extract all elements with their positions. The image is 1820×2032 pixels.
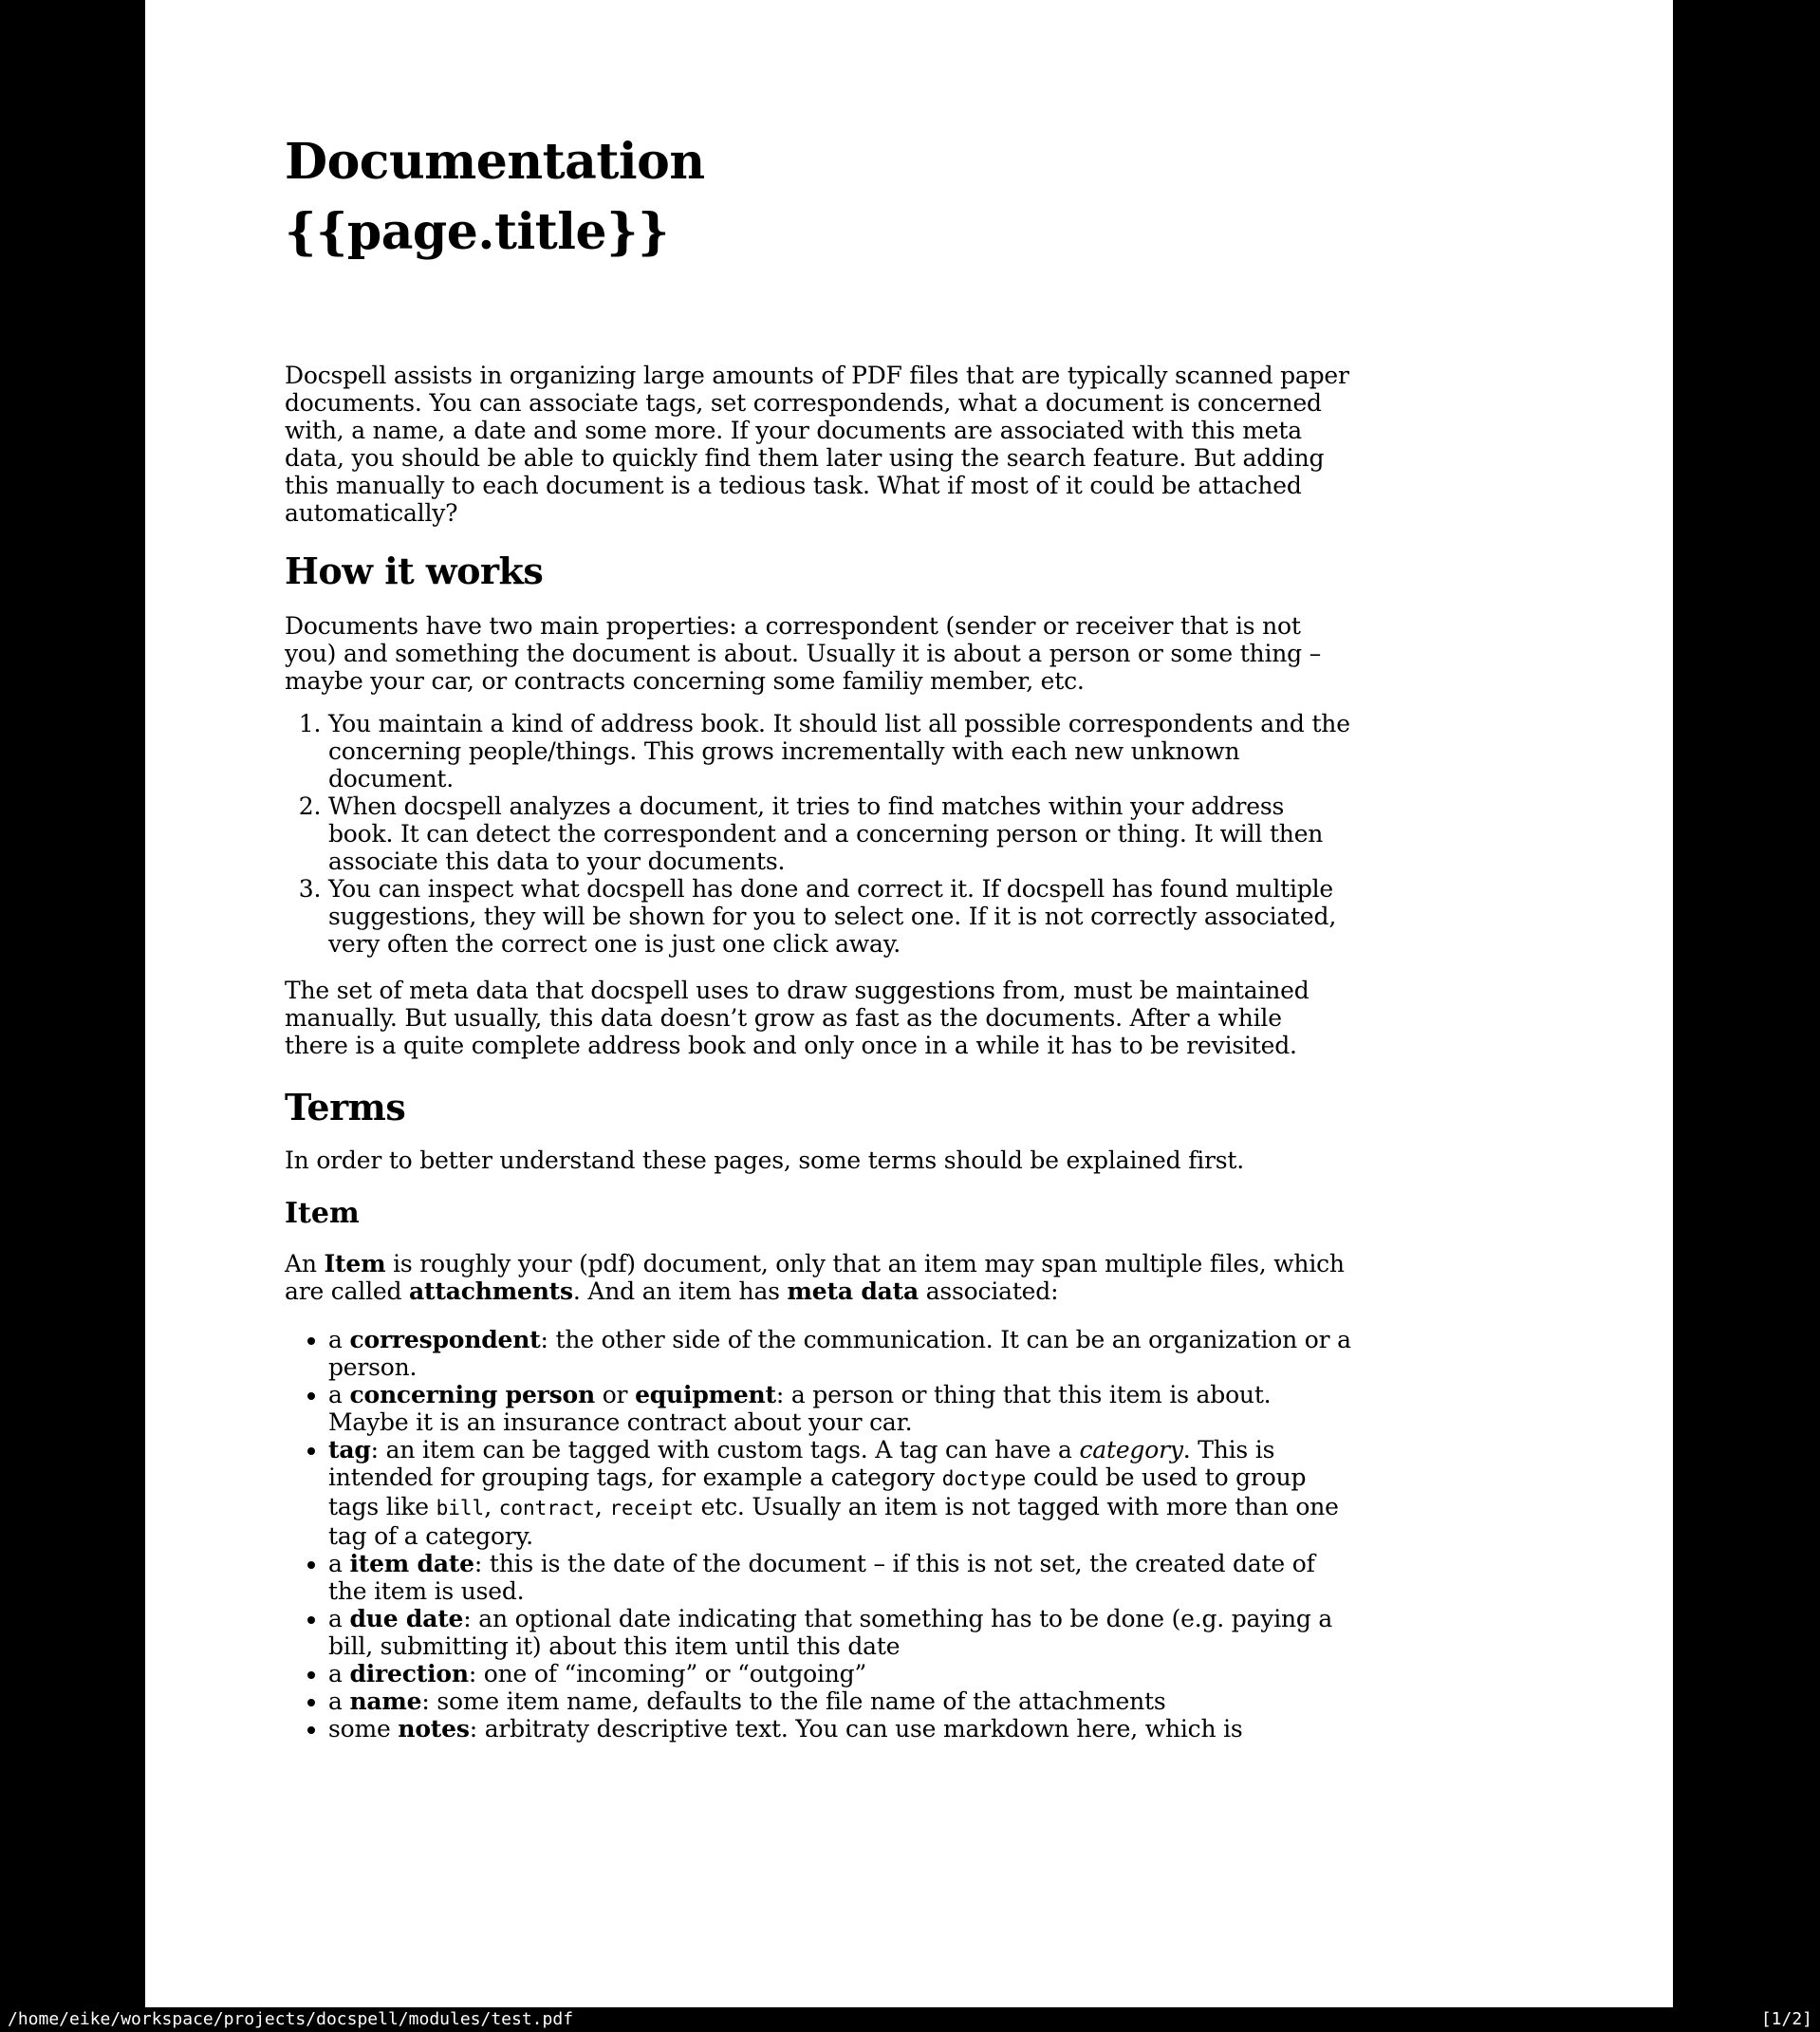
intro-paragraph: Docspell assists in organizing large amounts of PDF files that are typically scanned paper documents. You can associate tags, set correspondends, what a document is concerned with, a name, a date and some more. If your documents are associated with this meta data, you should be able to quickly find them later using the search feature. But adding this manually to each document is a tedious task. What if most of it could be attached automatically?	[285, 362, 1349, 527]
bullet-direction: • a direction: one of “incoming” or “outgoing”	[328, 1660, 1352, 1687]
heading-how-it-works: How it works	[285, 550, 544, 592]
statusbar-file-path: /home/eike/workspace/projects/docspell/modules/test.pdf	[8, 2009, 574, 2029]
bullet-item-date: • a item date: this is the date of the document – if this is not set, the created date of the item is used.	[328, 1550, 1352, 1605]
doc-title: Documentation	[285, 133, 705, 191]
how-step-3: 3. You can inspect what docspell has done and correct it. If docspell has found multiple suggestions, they will be shown for you to select one. If it is not correctly associated, very often the correct one is just one click away.	[328, 875, 1352, 958]
how-step-1: 1. You maintain a kind of address book. It should list all possible correspondents and the concerning people/things. This grows incrementally with each new unknown document.	[328, 710, 1352, 792]
bullet-due-date: • a due date: an optional date indicating that something has to be done (e.g. paying a bill, submitting it) about this item until this date	[328, 1605, 1352, 1660]
bullet-correspondent: • a correspondent: the other side of the communication. It can be an organization or a person.	[328, 1326, 1352, 1381]
bullet-name: • a name: some item name, defaults to the file name of the attachments	[328, 1687, 1352, 1715]
how-steps-list	[285, 710, 1352, 958]
doc-subtitle-placeholder: {{page.title}}	[285, 203, 669, 261]
terms-paragraph: In order to better understand these pages, some terms should be explained first.	[285, 1146, 1245, 1174]
heading-terms: Terms	[285, 1086, 406, 1128]
bullet-notes: • some notes: arbitraty descriptive text. You can use markdown here, which is	[328, 1715, 1352, 1743]
statusbar-page-indicator: [1/2]	[1760, 2009, 1812, 2029]
how-step-2: 2. When docspell analyzes a document, it tries to find matches within your address book. It can detect the correspondent and a concerning person or thing. It will then associate this data to your documents.	[328, 792, 1352, 875]
item-paragraph: An Item is roughly your (pdf) document, only that an item may span multiple files, which are called attachments. And an item has meta data associated:	[285, 1250, 1345, 1305]
how-paragraph-2: The set of meta data that docspell uses to draw suggestions from, must be maintained manually. But usually, this data doesn’t grow as fast as the documents. After a while there is a quite complete address book and only once in a while it has to be revisited.	[285, 977, 1309, 1059]
how-paragraph-1: Documents have two main properties: a correspondent (sender or receiver that is not you) and something the document is about. Usually it is about a person or some thing – maybe your car, or contracts concerning some familiy member, etc.	[285, 612, 1322, 695]
bullet-tag: • tag: an item can be tagged with custom tags. A tag can have a category. This is intended for grouping tags, for example a category doctype could be used to group tags like bill, contract, receipt etc. Usually an item is not tagged with more than one tag of a category.	[328, 1436, 1352, 1550]
document-content	[145, 0, 1352, 1743]
bullet-concerning: • a concerning person or equipment: a person or thing that this item is about. Maybe it is an insurance contract about your car.	[328, 1381, 1352, 1436]
item-meta-list	[285, 1326, 1352, 1743]
viewer-statusbar	[0, 2007, 1820, 2032]
document-page[interactable]	[145, 0, 1673, 2007]
heading-item: Item	[285, 1197, 360, 1230]
